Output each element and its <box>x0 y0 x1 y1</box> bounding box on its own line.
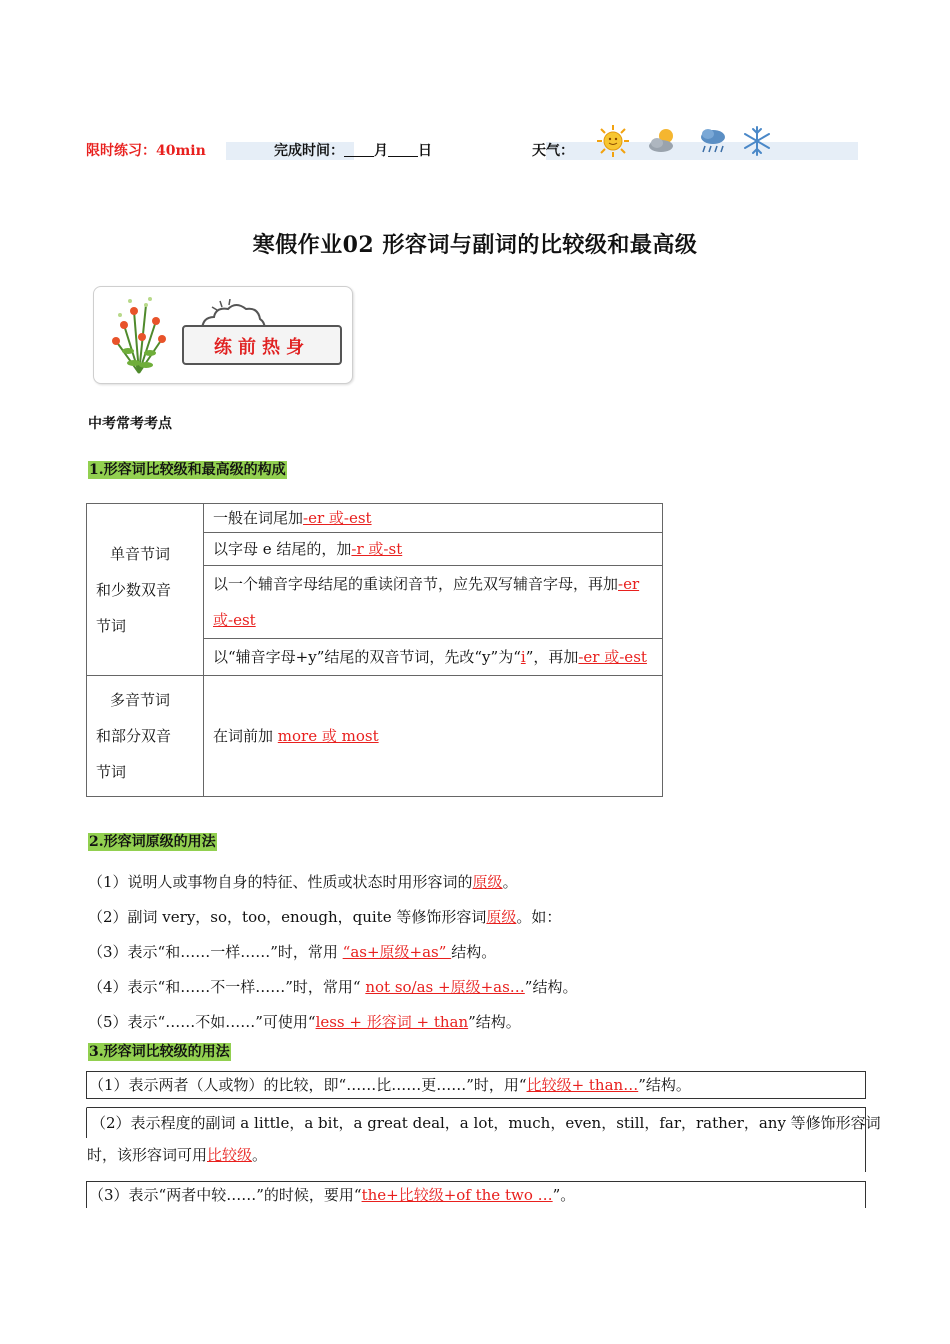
table-row <box>87 504 663 533</box>
list-item <box>85 1138 865 1172</box>
rule-text: 以一个辅音字母结尾的重读闭音节，应先双写辅音字母，再加 <box>213 575 619 593</box>
practice-header <box>86 142 771 160</box>
section-heading <box>88 831 217 851</box>
rule-text: 一般在词尾加 <box>213 509 304 527</box>
rule-answer: -r 或-st <box>351 540 403 558</box>
item-text: （2）表示程度的副词 a little，a bit，a great deal，a lot，much，even，still，far，rather，any 等修饰形容词 <box>91 1114 881 1132</box>
item-answer: the+比较级+of the two … <box>361 1186 553 1204</box>
item-text: 结构。 <box>451 943 497 961</box>
flower-illustration-icon <box>104 291 174 377</box>
warmup-cloud <box>182 325 342 365</box>
item-answer: 比较级 <box>207 1146 253 1164</box>
table-row <box>87 676 663 797</box>
section3-heading: 3.形容词比较级的用法 <box>89 1044 230 1060</box>
finish-time-text: 完成时间： <box>274 143 344 159</box>
rule-cell <box>204 676 663 797</box>
list-item <box>88 865 577 900</box>
rule-cell <box>204 566 663 639</box>
finish-time-label <box>274 142 432 160</box>
category-cell <box>87 504 204 676</box>
comparison-rules-table <box>86 503 663 797</box>
rule-text: 以“辅音字母+y”结尾的双音节词，先改“y”为“ <box>213 648 521 666</box>
item-text: （3）表示“两者中较……”的时候，要用“ <box>89 1186 362 1204</box>
weather-label: 天气： <box>532 143 574 159</box>
item-text: 。如： <box>516 908 562 926</box>
list-item <box>87 1072 865 1098</box>
item-text: 。 <box>252 1146 268 1164</box>
item-text: ”结构。 <box>468 1013 521 1031</box>
category-monosyllabic <box>96 530 180 650</box>
rule-answer: more 或 most <box>277 727 379 745</box>
item-answer: not so/as +原级+as… <box>365 978 525 996</box>
category-text: 单音节词和少数双音节词 <box>96 544 172 635</box>
item-answer: 原级 <box>486 908 517 926</box>
day-label: 日 <box>418 143 432 159</box>
rule-answer: -er 或-est <box>213 575 640 629</box>
item-text: （3）表示“和……一样……”时，常用 <box>88 943 343 961</box>
rule-answer: i <box>520 648 526 666</box>
snowflake-icon[interactable] <box>740 124 774 158</box>
usage-box <box>86 1181 866 1208</box>
item-answer: “as+原级+as” <box>342 943 452 961</box>
section-heading <box>88 459 287 479</box>
category-text: 多音节词和部分双音节词 <box>96 691 172 781</box>
rule-cell <box>204 504 663 533</box>
item-answer: 原级 <box>472 873 503 891</box>
exam-points-label: 中考常考考点 <box>88 416 172 432</box>
rule-text: 以字母 e 结尾的，加 <box>213 540 352 558</box>
list-item <box>87 1182 865 1208</box>
rule-answer: -er 或-est <box>303 509 372 527</box>
category-cell <box>87 676 204 797</box>
usage-box <box>86 1107 881 1172</box>
section1-heading: 1.形容词比较级和最高级的构成 <box>89 462 286 478</box>
list-item <box>88 1005 577 1040</box>
list-item <box>88 970 577 1005</box>
rule-cell <box>204 533 663 566</box>
item-answer: less + 形容词 + than <box>315 1013 469 1031</box>
month-blank[interactable] <box>344 142 374 157</box>
item-text: ”。 <box>552 1186 576 1204</box>
list-item <box>87 1108 881 1138</box>
rule-text: 在词前加 <box>213 727 278 745</box>
sunny-icon[interactable] <box>596 124 630 158</box>
item-text: （2）副词 very，so，too，enough，quite 等修饰形容词 <box>88 908 487 926</box>
rule-answer: -er 或-est <box>578 648 647 666</box>
category-polysyllabic <box>96 682 180 790</box>
item-text: （1）表示两者（人或物）的比较，即“……比……更……”时，用“ <box>89 1076 527 1094</box>
list-item <box>88 900 577 935</box>
item-text: ”结构。 <box>524 978 578 996</box>
item-text: （1）说明人或事物自身的特征、性质或状态时用形容词的 <box>88 873 473 891</box>
item-text: （5）表示“……不如……”可使用“ <box>88 1013 316 1031</box>
section2-heading: 2.形容词原级的用法 <box>89 834 216 850</box>
time-limit: 限时练习：40min <box>86 143 206 159</box>
item-text: （4）表示“和……不一样……”时，常用“ <box>88 978 366 996</box>
list-item <box>88 935 577 970</box>
section2-list <box>88 865 577 1040</box>
item-answer: 比较级+ than… <box>526 1076 639 1094</box>
page-title: 寒假作业02 形容词与副词的比较级和最高级 <box>252 232 698 258</box>
section-heading <box>88 1041 231 1061</box>
day-blank[interactable] <box>388 142 418 157</box>
item-text: ”结构。 <box>638 1076 691 1094</box>
item-text: 时，该形容词可用 <box>87 1146 208 1164</box>
partly-cloudy-icon[interactable] <box>646 124 680 158</box>
item-text: 。 <box>502 873 518 891</box>
warmup-banner <box>93 286 353 384</box>
rule-cell <box>204 639 663 676</box>
warmup-label: 练前热身 <box>214 337 310 358</box>
rule-text: ”，再加 <box>525 648 579 666</box>
usage-box <box>86 1071 866 1099</box>
rain-icon[interactable] <box>696 124 730 158</box>
month-label: 月 <box>374 143 388 159</box>
